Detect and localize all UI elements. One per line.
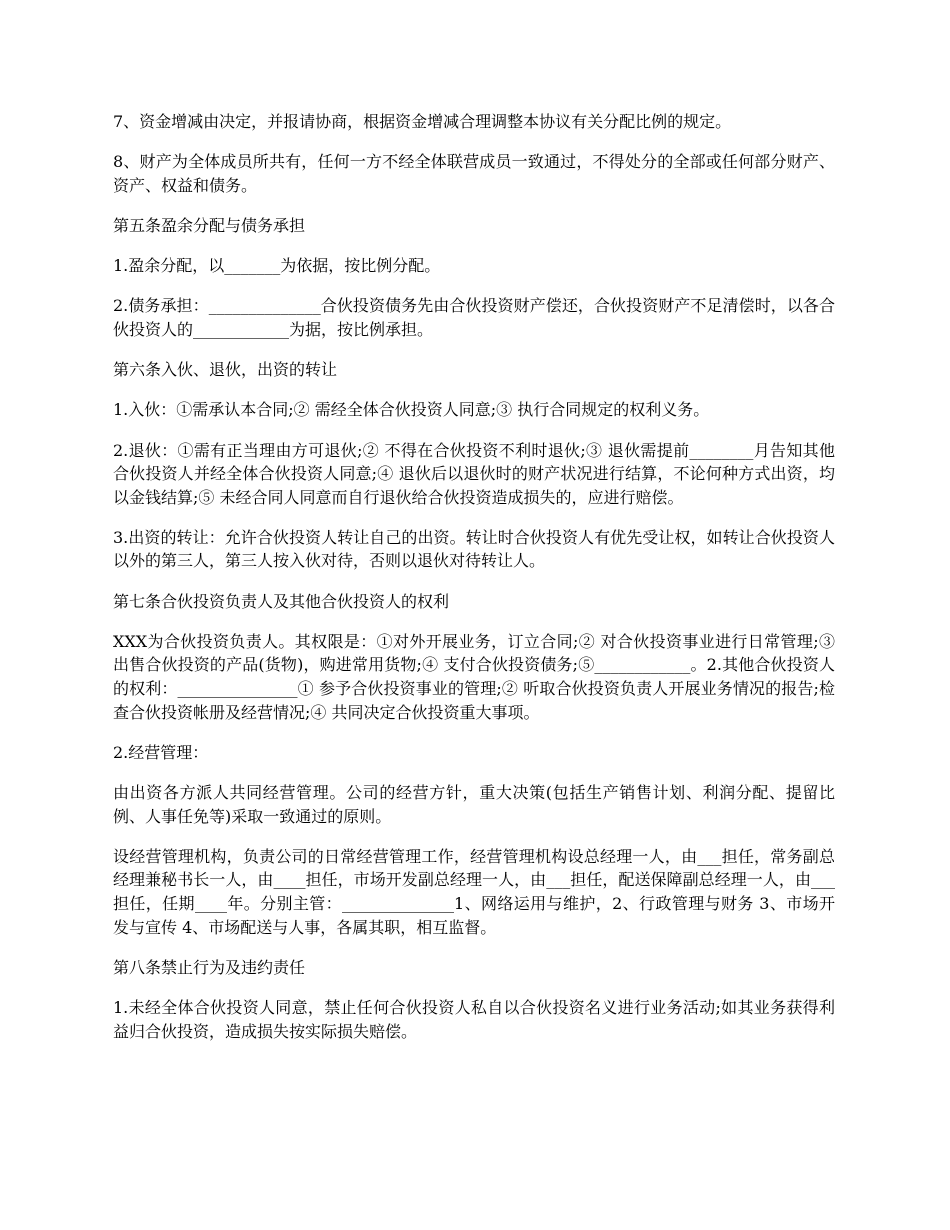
paragraph-profit-distribution: 1.盈余分配，以_______为依据，按比例分配。 <box>113 256 441 276</box>
section-heading-article-6: 第六条入伙、退伙，出资的转让 <box>113 360 338 380</box>
document-page <box>113 110 835 1060</box>
paragraph-debt-bearing: 2.债务承担：______________合伙投资债务先由合伙投资财产偿还，合伙投资财产不足清偿时，以各合伙投资人的____________为据，按比例承担。 <box>113 296 835 339</box>
paragraph-joining: 1.入伙：①需承认本合同;② 需经全体合伙投资人同意;③ 执行合同规定的权利义务。 <box>113 400 710 420</box>
paragraph-capital-transfer: 3.出资的转让：允许合伙投资人转让自己的出资。转让时合伙投资人有优先受让权，如转让合伙投资人以外的第三人，第三人按入伙对待，否则以退伙对待转让人。 <box>113 527 835 571</box>
paragraph-prohibited-acts: 1.未经全体合伙投资人同意，禁止任何合伙投资人私自以合伙投资名义进行业务活动;如其业务获得利益归合伙投资，造成损失按实际损失赔偿。 <box>113 997 835 1041</box>
paragraph-property-ownership: 8、财产为全体成员所共有，任何一方不经全体联营成员一致通过，不得处分的全部或任何部分财产、资产、权益和债务。 <box>113 152 835 195</box>
section-heading-article-7: 第七条合伙投资负责人及其他合伙投资人的权利 <box>113 591 450 611</box>
paragraph-management-heading: 2.经营管理： <box>113 742 209 762</box>
paragraph-joint-management: 由出资各方派人共同经营管理。公司的经营方针，重大决策(包括生产销售计划、利润分配、提留比例、人事任免等)采取一致通过的原则。 <box>113 783 835 826</box>
section-heading-article-8: 第八条禁止行为及违约责任 <box>113 957 306 977</box>
paragraph-management-structure: 设经营管理机构，负责公司的日常经营管理工作，经营管理机构设总经理一人，由___担任，常务副总经理兼秘书长一人，由____担任，市场开发副总经理一人，由___担任，配送保障副总经理一人，由___担任，任期____年。分别主管：______________1、网络运用与维护，2、行政管理与财务 3、市场开发与宣传 4、市场配送与人事，各属其职，相互监督。 <box>113 846 835 937</box>
paragraph-partner-rights: XXX为合伙投资负责人。其权限是：①对外开展业务，订立合同;② 对合伙投资事业进行日常管理;③ 出售合伙投资的产品(货物)，购进常用货物;④ 支付合伙投资债务;⑤____________。2.其他合伙投资人的权利：_______________① 参予合伙投资事业的管理;② 听取合伙投资负责人开展业务情况的报告;检查合伙投资帐册及经营情况;④ 共同决定合伙投资重大事项。 <box>113 631 835 722</box>
paragraph-withdrawal: 2.退伙：①需有正当理由方可退伙;② 不得在合伙投资不利时退伙;③ 退伙需提前________月告知其他合伙投资人并经全体合伙投资人同意;④ 退伙后以退伙时的财产状况进行结算，不论何种方式出资，均以金钱结算;⑤ 未经合同人同意而自行退伙给合伙投资造成损失的，应进行赔偿。 <box>113 440 835 507</box>
paragraph-capital-change: 7、资金增减由决定，并报请协商，根据资金增减合理调整本协议有关分配比例的规定。 <box>113 112 732 131</box>
section-heading-article-5: 第五条盈余分配与债务承担 <box>113 215 306 235</box>
